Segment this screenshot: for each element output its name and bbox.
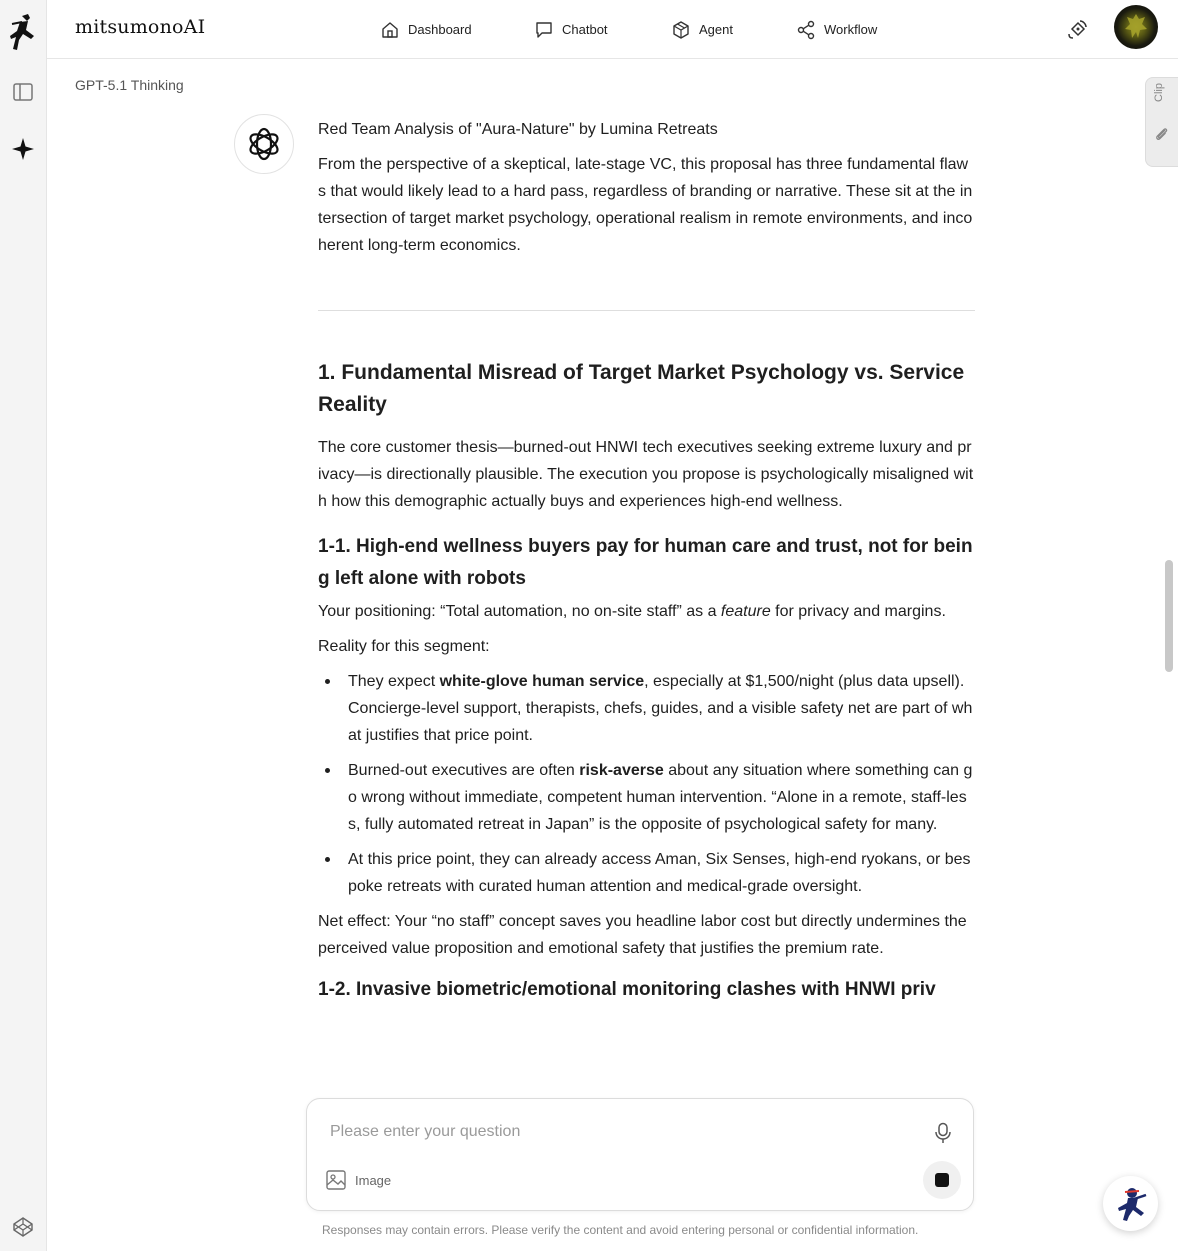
microphone-icon[interactable]	[931, 1121, 955, 1145]
home-icon	[380, 20, 400, 40]
image-upload-button[interactable]	[325, 1169, 391, 1191]
assistant-message	[318, 116, 975, 1006]
disclaimer-text: Responses may contain errors. Please verify the content and avoid entering personal or confidential information.	[322, 1223, 919, 1237]
positioning-paragraph: Your positioning: “Total automation, no on-site staff” as a feature for privacy and margins.	[318, 603, 946, 620]
sidebar-toggle-icon[interactable]	[10, 79, 36, 105]
ninja-logo-icon[interactable]	[6, 12, 40, 52]
share-nodes-icon	[796, 20, 816, 40]
nav-dashboard[interactable]	[380, 0, 472, 59]
nav-agent-label: Agent	[699, 22, 733, 37]
next-subsection-heading: 1-2. Invasive biometric/emotional monitoring clashes with HNWI priv	[318, 979, 936, 1000]
intro-paragraph: From the perspective of a skeptical, late-stage VC, this proposal has three fundamental flaws that would likely lead to a hard pass, regardless of branding or narrative. These sit at the intersection of target market psychology, operational realism in remote environments, and incoherent long-term economics.	[318, 156, 973, 254]
stop-generating-button[interactable]	[923, 1161, 961, 1199]
model-label[interactable]: GPT-5.1 Thinking	[75, 77, 184, 93]
list-item: At this price point, they can already access Aman, Six Senses, high-end ryokans, or bespoke retreats with curated human attention and medical-grade oversight.	[318, 846, 975, 900]
assistant-ninja-button[interactable]	[1103, 1176, 1158, 1231]
openai-logo-icon	[234, 114, 294, 174]
codepen-icon[interactable]	[10, 1214, 36, 1240]
chat-composer	[306, 1098, 974, 1211]
message-title: Red Team Analysis of "Aura-Nature" by Lumina Retreats	[318, 121, 718, 138]
clip-label: Clip	[1153, 83, 1165, 102]
nav-workflow[interactable]	[796, 0, 877, 59]
left-rail	[0, 0, 47, 1251]
stop-icon	[935, 1173, 949, 1187]
nav-chatbot[interactable]	[534, 0, 608, 59]
cube-icon	[671, 20, 691, 40]
user-avatar[interactable]	[1114, 5, 1158, 49]
bullet-list	[318, 668, 975, 900]
top-bar	[47, 0, 1178, 59]
reality-paragraph: Reality for this segment:	[318, 638, 490, 655]
nav-workflow-label: Workflow	[824, 22, 878, 37]
list-item: They expect white-glove human service, especially at $1,500/night (plus data upsell). Concierge-level support, therapists, chefs, guides, and a visible safety net are part of what justifies that price point.	[318, 668, 975, 749]
question-input[interactable]	[330, 1119, 910, 1145]
brand-name[interactable]: mitsumonoAI	[75, 16, 206, 38]
nav-dashboard-label: Dashboard	[408, 22, 472, 37]
ninja-mascot-icon	[1112, 1185, 1150, 1223]
image-button-label: Image	[355, 1172, 392, 1188]
nav-chatbot-label: Chatbot	[562, 22, 608, 37]
net-effect-paragraph: Net effect: Your “no staff” concept saves you headline labor cost but directly undermines the perceived value proposition and emotional safety that justifies the premium rate.	[318, 913, 967, 957]
image-icon	[325, 1169, 347, 1191]
list-item: Burned-out executives are often risk-averse about any situation where something can go wrong without immediate, competent human intervention. “Alone in a remote, staff-less, fully automated retreat in Japan” is the opposite of psychological safety for many.	[318, 757, 975, 838]
satellite-icon[interactable]	[1065, 16, 1091, 42]
chat-bubble-icon	[534, 20, 554, 40]
subsection-heading: 1-1. High-end wellness buyers pay for human care and trust, not for being left alone with robots	[318, 536, 973, 589]
sparkle-icon[interactable]	[10, 136, 36, 162]
section-heading: 1. Fundamental Misread of Target Market Psychology vs. Service Reality	[318, 361, 965, 416]
section-paragraph: The core customer thesis—burned-out HNWI tech executives seeking extreme luxury and privacy—is directionally plausible. The execution you propose is psychologically misaligned with how this demographic actually buys and experiences high-end wellness.	[318, 439, 974, 510]
scrollbar-thumb[interactable]	[1165, 560, 1173, 672]
nav-agent[interactable]	[671, 0, 733, 59]
divider	[318, 310, 975, 311]
